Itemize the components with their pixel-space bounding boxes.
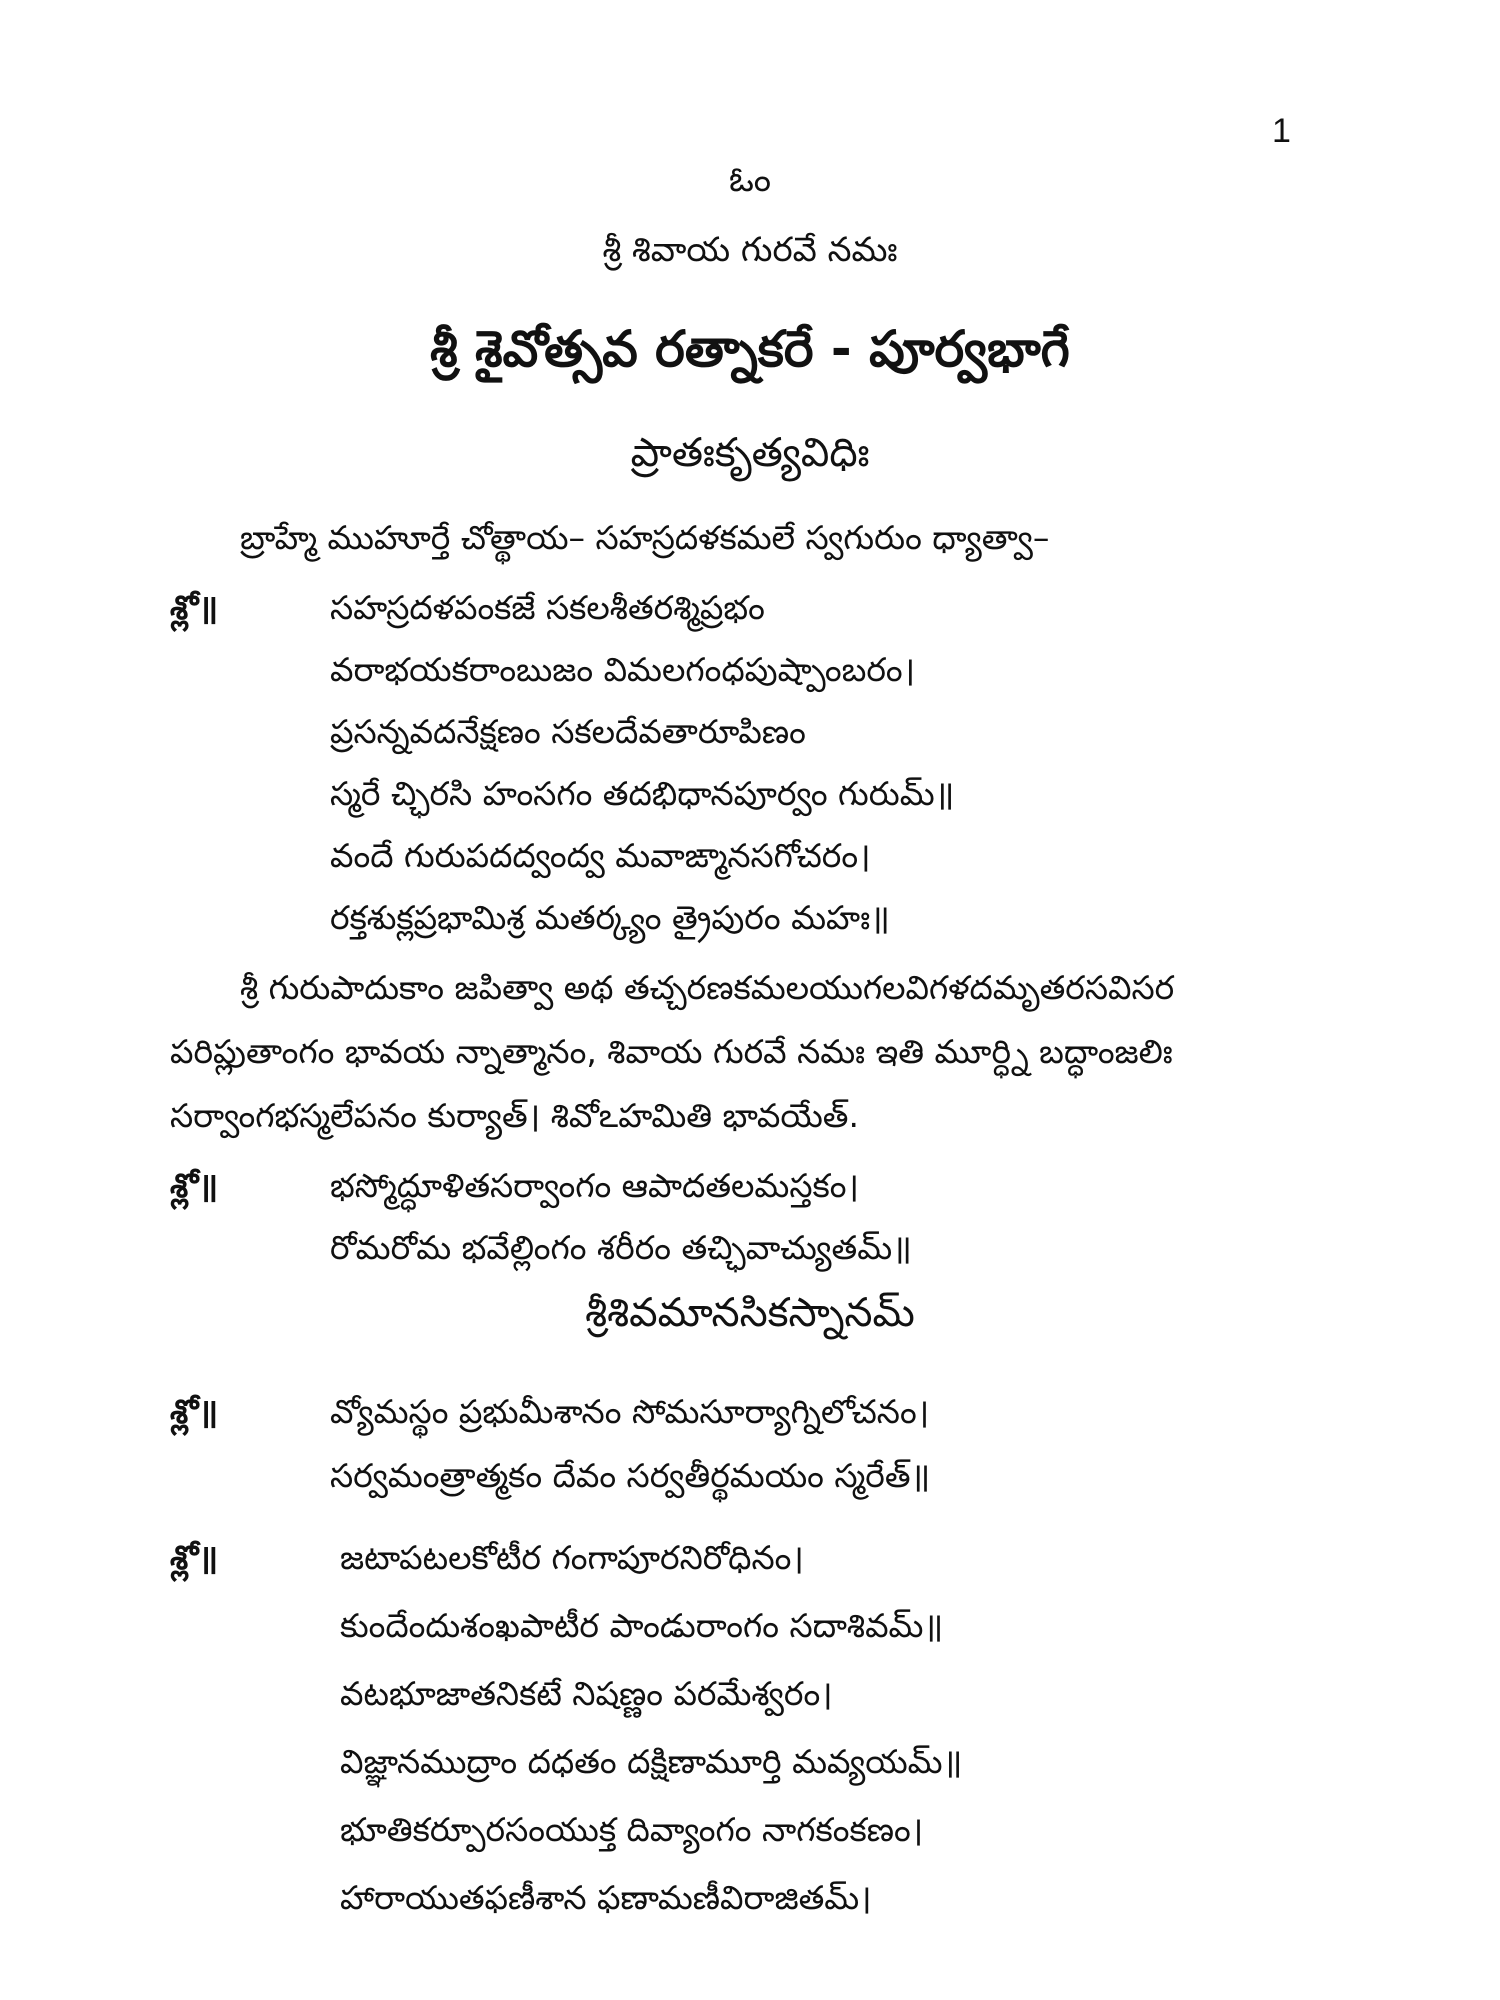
sloka-label: శ్లో॥ xyxy=(170,1538,219,1577)
sloka-label: శ్లో॥ xyxy=(170,588,219,627)
section-heading-manasika-snanam: శ్రీశివమానసికస్నానమ్ xyxy=(585,1290,915,1336)
paragraph-line: శ్రీ గురుపాదుకాం జపిత్వా అథ తచ్చరణకమలయుగలవిగళదమృతరసవిసర xyxy=(240,968,1175,1007)
sloka-4-line: జటాపటలకోటీర గంగాపూరనిరోధినం। xyxy=(340,1538,804,1577)
sloka-2-line: భస్మోద్ధూళితసర్వాంగం ఆపాదతలమస్తకం। xyxy=(330,1166,859,1205)
sloka-label: శ్లో॥ xyxy=(170,1166,219,1205)
sloka-3-line: సర్వమంత్రాత్మకం దేవం సర్వతీర్థమయం స్మరేత్॥ xyxy=(330,1456,931,1495)
om-symbol: ఓం xyxy=(728,160,772,200)
paragraph-line: పరిప్లుతాంగం భావయ న్నాత్మానం, శివాయ గురవే నమః ఇతి మూర్ధ్ని బద్ధాంజలిః xyxy=(170,1032,1173,1071)
sloka-4-line: భూతికర్పూరసంయుక్త దివ్యాంగం నాగకంకణం। xyxy=(340,1810,924,1849)
sloka-1-line: సహస్రదళపంకజే సకలశీతరశ్మిప్రభం xyxy=(330,588,765,627)
sloka-1-line: రక్తశుక్లప్రభామిశ్ర మతర్క్యం త్రైపురం మహః॥ xyxy=(330,898,890,937)
page-title: శ్రీ శైవోత్సవ రత్నాకరే - పూర్వభాగే xyxy=(430,320,1070,378)
sloka-2-line: రోమరోమ భవేల్లింగం శరీరం తచ్ఛివాచ్యుతమ్॥ xyxy=(330,1228,912,1267)
sloka-1-line: వందే గురుపదద్వంద్వ మవాఙ్మానసగోచరం। xyxy=(330,836,871,875)
sloka-4-line: వటభూజాతనికటే నిషణ్ణం పరమేశ్వరం। xyxy=(340,1674,833,1713)
page-number: 1 xyxy=(1272,112,1291,150)
sloka-1-line: వరాభయకరాంబుజం విమలగంధపుష్పాంబరం। xyxy=(330,650,916,689)
sloka-3-line: వ్యోమస్థం ప్రభుమీశానం సోమసూర్యాగ్నిలోచనం। xyxy=(330,1392,930,1431)
paragraph-line: సర్వాంగభస్మలేపనం కుర్యాత్। శివోఽహమితి భావయేత్. xyxy=(170,1096,859,1135)
sloka-1-line: స్మరే చ్ఛిరసి హంసగం తదభిధానపూర్వం గురుమ్॥ xyxy=(330,774,955,813)
intro-line: బ్రాహ్మే ముహూర్తే చోత్థాయ– సహస్రదళకమలే స్వగురుం ధ్యాత్వా– xyxy=(240,518,1050,557)
sloka-1-line: ప్రసన్నవదనేక్షణం సకలదేవతారూపిణం xyxy=(330,712,806,751)
section-heading-pratahkrtya: ప్రాతఃకృత్యవిధిః xyxy=(630,430,870,476)
sloka-4-line: విజ్ఞానముద్రాం దధతం దక్షిణామూర్తి మవ్యయమ్॥ xyxy=(340,1742,963,1781)
sloka-4-line: కుందేందుశంఖపాటీర పాండురాంగం సదాశివమ్॥ xyxy=(340,1606,944,1645)
sloka-label: శ్లో॥ xyxy=(170,1392,219,1431)
invocation: శ్రీ శివాయ గురవే నమః xyxy=(602,230,898,270)
sloka-4-line: హారాయుతఫణీశాన ఫణామణీవిరాజితమ్। xyxy=(340,1878,872,1917)
